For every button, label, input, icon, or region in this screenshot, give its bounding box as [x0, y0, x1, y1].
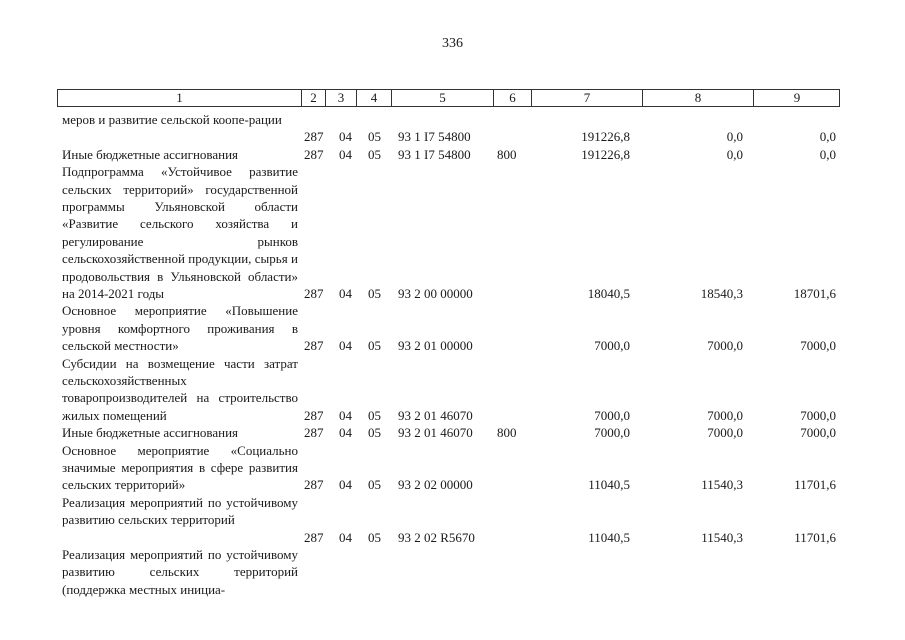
cell-c4: 05	[368, 285, 381, 301]
row-values	[0, 530, 905, 546]
cell-c3: 04	[339, 407, 352, 423]
cell-c5: 93 1 I7 54800	[398, 129, 471, 145]
row-description: Основное мероприятие «Социально значимые мероприятия в сфере развития сельских территорий»	[62, 442, 298, 493]
cell-c2: 287	[304, 425, 324, 441]
cell-c3: 04	[339, 529, 352, 545]
cell-c5: 93 1 I7 54800	[398, 146, 471, 162]
table-header	[57, 89, 840, 107]
cell-c4: 05	[368, 425, 381, 441]
header-col-8: 8	[643, 90, 754, 106]
cell-c7: 7000,0	[594, 338, 630, 354]
cell-c5: 93 2 01 46070	[398, 425, 473, 441]
header-col-7: 7	[532, 90, 643, 106]
row-values	[0, 129, 905, 145]
cell-c7: 11040,5	[588, 529, 630, 545]
cell-c7: 191226,8	[581, 129, 630, 145]
row-values	[0, 477, 905, 493]
row-description: Подпрограмма «Устойчивое развитие сельских территорий» государственной программы Ульяновской области «Развитие сельского хозяйства и регулирование рынков сельскохозяйственной продукции, сырья и продовольствия в Ульяновской области» на 2014-2021 годы	[62, 164, 298, 302]
cell-c2: 287	[304, 529, 324, 545]
header-col-2: 2	[302, 90, 326, 106]
page-number: 336	[442, 36, 463, 51]
cell-c8: 7000,0	[707, 407, 743, 423]
cell-c3: 04	[339, 425, 352, 441]
cell-c2: 287	[304, 407, 324, 423]
row-description: Иные бюджетные ассигнования	[62, 146, 239, 162]
cell-c5: 93 2 00 00000	[398, 285, 473, 301]
cell-c4: 05	[368, 146, 381, 162]
cell-c5: 93 2 02 R5670	[398, 529, 475, 545]
cell-c7: 11040,5	[588, 477, 630, 493]
cell-c9: 7000,0	[800, 338, 836, 354]
cell-c7: 191226,8	[581, 146, 630, 162]
cell-c4: 05	[368, 338, 381, 354]
row-description: Реализация мероприятий по устойчивому развитию сельских территорий	[62, 494, 298, 528]
cell-c9: 11701,6	[794, 529, 836, 545]
cell-c8: 0,0	[726, 146, 743, 162]
cell-c8: 11540,3	[701, 477, 743, 493]
cell-c5: 93 2 01 00000	[398, 338, 473, 354]
cell-c4: 05	[368, 129, 381, 145]
row-values	[0, 147, 905, 163]
cell-c2: 287	[304, 338, 324, 354]
row-description: Реализация мероприятий по устойчивому развитию сельских территорий (поддержка местных инициа-	[62, 547, 298, 597]
cell-c9: 7000,0	[800, 407, 836, 423]
cell-c3: 04	[339, 338, 352, 354]
cell-c3: 04	[339, 477, 352, 493]
cell-c9: 0,0	[819, 129, 836, 145]
row-values	[0, 408, 905, 424]
row-values	[0, 425, 905, 441]
cell-c2: 287	[304, 285, 324, 301]
cell-c2: 287	[304, 129, 324, 145]
cell-c8: 7000,0	[707, 338, 743, 354]
cell-c9: 7000,0	[800, 425, 836, 441]
header-col-1: 1	[58, 90, 302, 106]
row-description: Основное мероприятие «Повышение уровня комфортного проживания в сельской местности»	[62, 303, 298, 354]
cell-c5: 93 2 01 46070	[398, 407, 473, 423]
header-col-4: 4	[357, 90, 392, 106]
header-col-3: 3	[326, 90, 357, 106]
row-description: Субсидии на возмещение части затрат сельскохозяйственных товаропроизводителей на строительство жилых помещений	[62, 355, 298, 423]
cell-c3: 04	[339, 285, 352, 301]
cell-c3: 04	[339, 129, 352, 145]
header-col-9: 9	[793, 90, 801, 105]
cell-c9: 11701,6	[794, 477, 836, 493]
header-col-5: 5	[392, 90, 494, 106]
cell-c7: 7000,0	[594, 407, 630, 423]
cell-c5: 93 2 02 00000	[398, 477, 473, 493]
cell-c6: 800	[497, 146, 517, 162]
cell-c9: 18701,6	[793, 285, 836, 301]
cell-c3: 04	[339, 146, 352, 162]
cell-c8: 7000,0	[707, 425, 743, 441]
cell-c4: 05	[368, 407, 381, 423]
cell-c6: 800	[497, 425, 517, 441]
row-description: меров и развитие сельской коопе-рации	[62, 112, 282, 127]
cell-c4: 05	[368, 477, 381, 493]
cell-c7: 7000,0	[594, 425, 630, 441]
cell-c7: 18040,5	[587, 285, 630, 301]
cell-c8: 0,0	[726, 129, 743, 145]
row-values	[0, 338, 905, 354]
cell-c8: 11540,3	[701, 529, 743, 545]
cell-c2: 287	[304, 146, 324, 162]
cell-c8: 18540,3	[700, 285, 743, 301]
cell-c4: 05	[368, 529, 381, 545]
row-values	[0, 286, 905, 302]
row-values	[0, 582, 905, 598]
cell-c9: 0,0	[819, 146, 836, 162]
header-col-6: 6	[494, 90, 532, 106]
row-description: Иные бюджетные ассигнования	[62, 425, 239, 441]
cell-c2: 287	[304, 477, 324, 493]
